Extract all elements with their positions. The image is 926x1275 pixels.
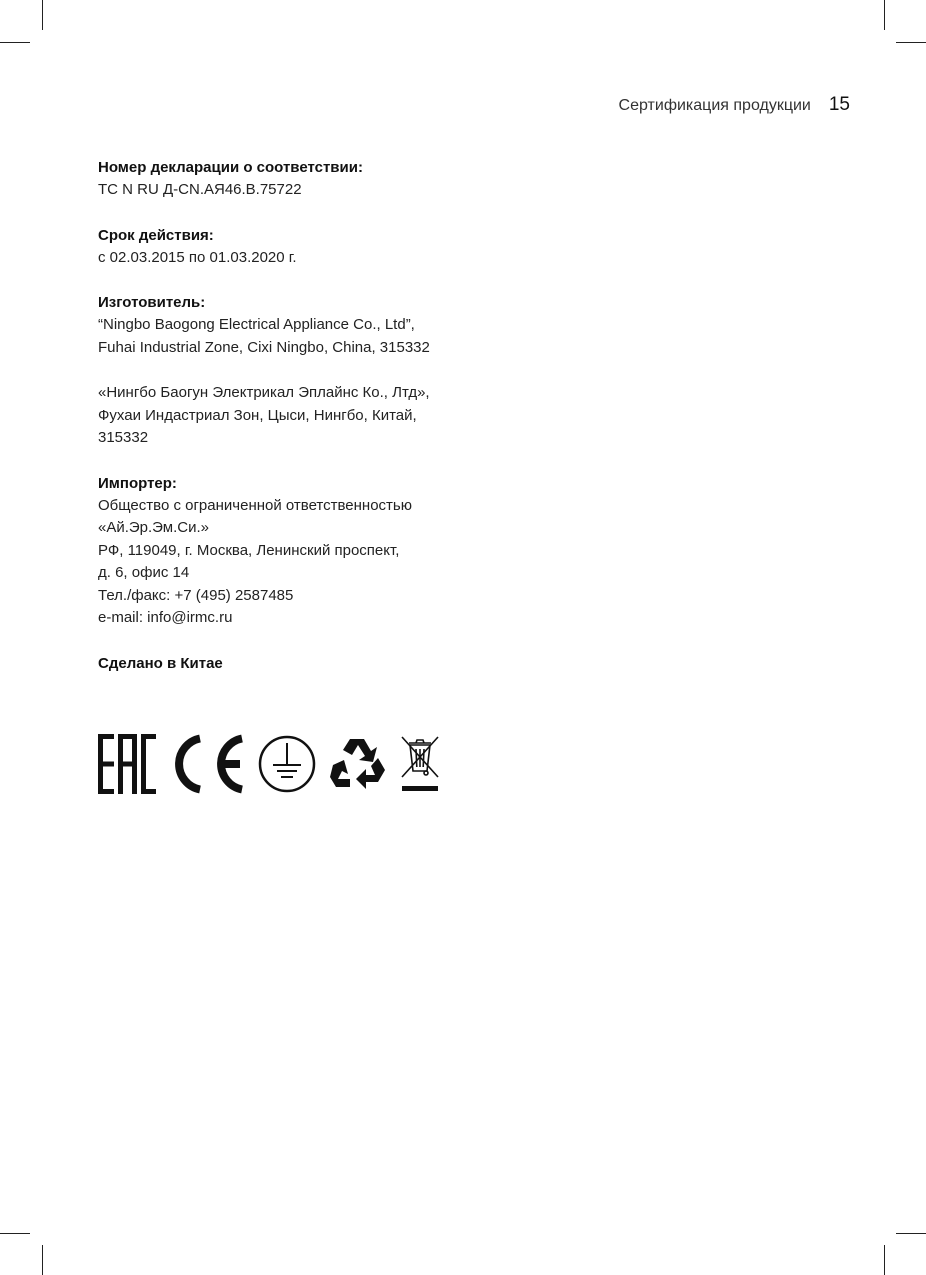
eac-logo: [98, 734, 156, 794]
crop-mark: [884, 0, 885, 30]
manufacturer-address-en: Fuhai Industrial Zone, Cixi Ningbo, China, 315332: [98, 338, 430, 356]
importer-company-name: «Ай.Эр.Эм.Си.»: [98, 519, 209, 536]
manufacturer-section: [98, 292, 518, 359]
declaration-number: ТС N RU Д-CN.АЯ46.В.75722: [98, 181, 302, 198]
declaration-section: [98, 157, 518, 202]
importer-phone: Тел./факс: +7 (495) 2587485: [98, 586, 294, 604]
crop-mark: [42, 0, 43, 30]
certification-content: [98, 157, 518, 675]
ce-mark-icon: [166, 734, 246, 794]
ground-earth-icon: [258, 735, 316, 793]
validity-period: с 02.03.2015 по 01.03.2020 г.: [98, 248, 297, 266]
importer-section: [98, 473, 518, 630]
crop-mark: [42, 1245, 43, 1275]
importer-office: д. 6, офис 14: [98, 564, 190, 581]
running-title: Сертификация продукции: [618, 97, 811, 114]
manufacturer-address-ru: Фухаи Индастриал Зон, Цыси, Нингбо, Китай,: [98, 406, 417, 424]
certification-marks: [98, 733, 440, 795]
manufacturer-name-ru: «Нингбо Баогун Электрикал Эплайнс Ко., Лтд»,: [98, 384, 430, 401]
made-in-label: Сделано в Китае: [98, 654, 223, 672]
manufacturer-name-en: “Ningbo Baogong Electrical Appliance Co., Ltd”,: [98, 316, 415, 333]
crop-mark: [896, 1233, 926, 1234]
importer-company-type: Общество с ограниченной ответственностью: [98, 496, 412, 514]
crop-mark: [884, 1245, 885, 1275]
crop-mark: [0, 1233, 30, 1234]
origin-section: [98, 653, 518, 675]
crop-mark: [896, 42, 926, 43]
manufacturer-ru-section: [98, 382, 518, 450]
page-number: 15: [828, 94, 850, 115]
validity-section: [98, 225, 518, 270]
manufacturer-heading: Изготовитель:: [98, 294, 206, 311]
manufacturer-postcode-ru: 315332: [98, 429, 149, 446]
crossed-out-bin-icon: [400, 735, 440, 793]
importer-email: e-mail: info@irmc.ru: [98, 609, 233, 626]
declaration-heading: Номер декларации о соответствии:: [98, 159, 363, 176]
validity-heading: Срок действия:: [98, 226, 214, 244]
recycle-icon: [328, 735, 388, 793]
importer-heading: Импортер:: [98, 474, 177, 492]
crop-mark: [0, 42, 30, 43]
running-header: [619, 94, 850, 116]
importer-address: РФ, 119049, г. Москва, Ленинский проспект,: [98, 541, 400, 559]
